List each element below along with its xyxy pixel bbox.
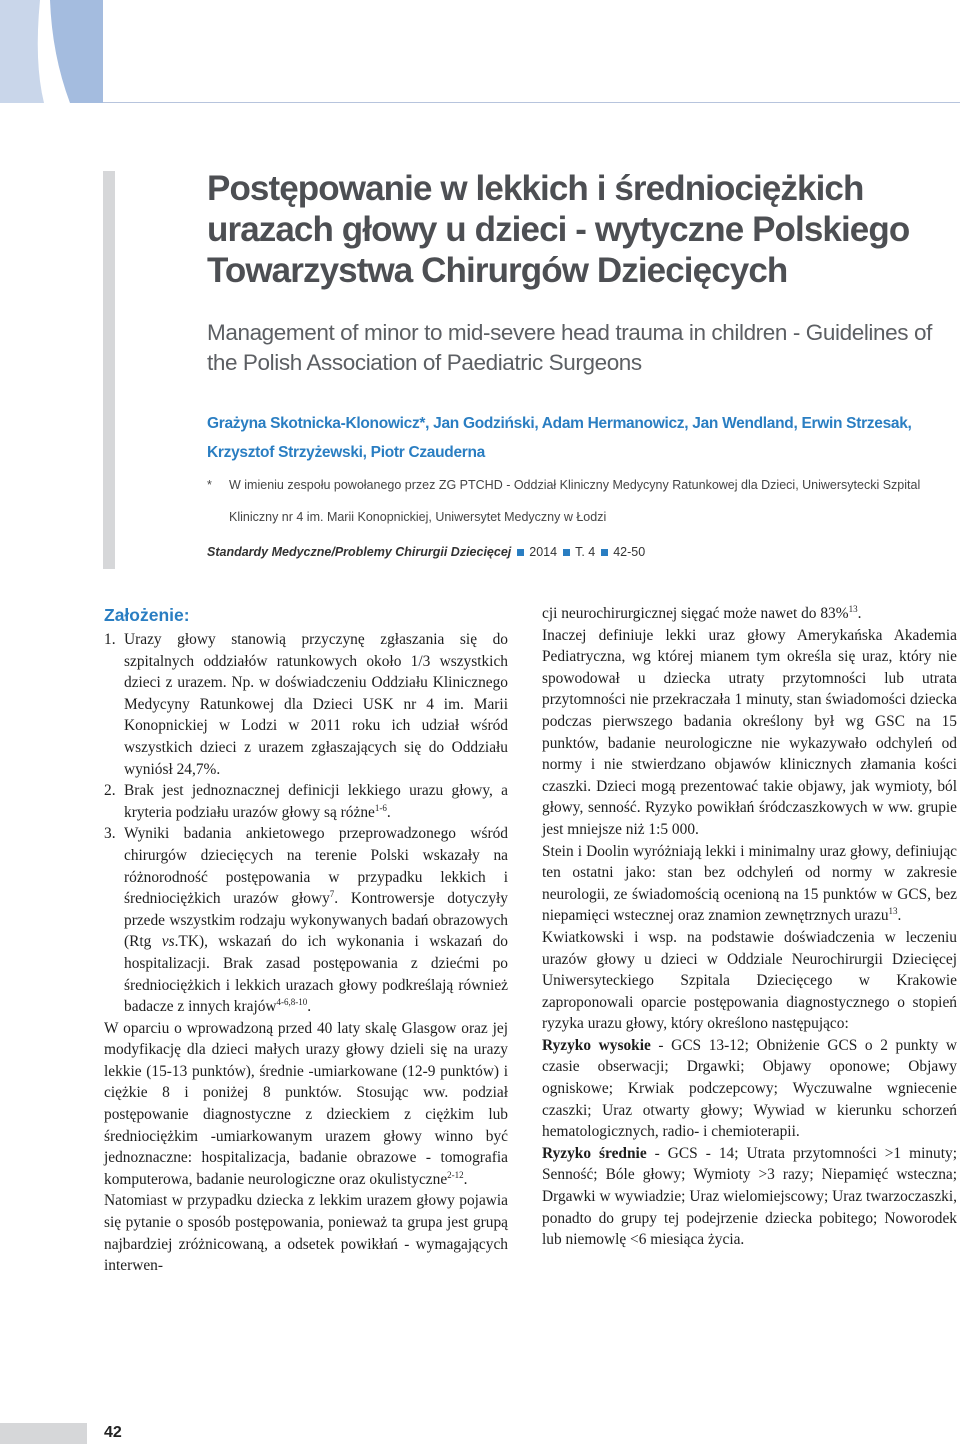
citation-superscript: 13: [848, 603, 858, 614]
corner-decoration: [0, 0, 103, 103]
risk-high-label: Ryzyko wysokie: [542, 1036, 651, 1054]
section-heading: Założenie:: [104, 605, 190, 625]
item-number: 2.: [104, 782, 116, 800]
risk-medium-text: - GCS - 14; Utrata przytomności >1 minuty; Senność; Bóle głowy; Wymioty >3 razy; Niepamięć wsteczna; Drgawki w wywiadzie; Uraz wielomiejscowy; Uraz twarzoczaszki, ponadto do grupy tej podejrzenie dziecka pobitego; Noworodek lub niemowlę <6 miesiąca życia.: [542, 1144, 957, 1249]
citation-superscript: 1-6: [374, 802, 387, 813]
item-number: 3.: [104, 825, 116, 843]
paragraph-tail: .: [463, 1170, 468, 1188]
body-paragraph: Natomiast w przypadku dziecka z lekkim urazem głowy pojawia się pytanie o sposób postępowania, ponieważ ta grupa jest grupą najbardziej zróżnicowaną, a odsetek powikłań - wymagających interwen-: [104, 1192, 508, 1275]
journal-citation: [207, 545, 645, 559]
citation-superscript: 2-12: [447, 1169, 464, 1180]
paragraph-tail: .: [897, 907, 902, 925]
list-item: [104, 780, 508, 823]
item-text: Urazy głowy stanowią przyczynę zgłaszania się do szpitalnych oddziałów ratunkowych około 1/3 wszystkich dzieci z urazem. Np. w doświadczeniu Oddziału Klinicznego Medycyny Ratunkowej dla Dzieci USK nr 4 im. Marii Konopnickiej w Lodzi w 2011 roku ich udział wśród wszystkich dzieci z urazem zgłaszających się do Oddziału wyniósł 24,7%.: [124, 631, 508, 778]
item-text: . Kontrowersje dotyczyły przede wszystkim rodzaju wykonywanych badań obrazowych (Rtg: [124, 890, 508, 951]
authors-list: Grażyna Skotnicka-Klonowicz*, Jan Godziński, Adam Hermanowicz, Jan Wendland, Erwin Strzesak, Krzysztof Strzyżewski, Piotr Czauderna: [207, 415, 912, 461]
left-column: [104, 603, 508, 1277]
item-number: 1.: [104, 631, 116, 648]
body-paragraph: [542, 603, 957, 625]
paper-title: Postępowanie w lekkich i średniociężkich urazach głowy u dzieci - wytyczne Polskiego Towarzystwa Chirurgów Dziecięcych: [207, 169, 910, 290]
risk-high-text: - GCS 13-12; Obniżenie GCS o 2 punkty w czasie obserwacji; Drgawki; Objawy oponowe; Objawy ogniskowe; Krwiak podczepcowy; Wyczuwalne wgniecenie czaszki; Uraz otwarty głowy; Wywiad w kierunku schorzeń hematologicznych, radio- i chemioterapii.: [542, 1036, 957, 1141]
paragraph-tail: .: [857, 605, 862, 622]
list-item: [104, 823, 508, 1017]
item-text: Brak jest jednoznacznej definicji lekkiego urazu głowy, a kryteria podziału urazów głowy są różne: [124, 782, 508, 821]
item-tail: .: [307, 998, 312, 1016]
citation-superscript: 13: [888, 906, 898, 917]
paragraph-text: W oparciu o wprowadzoną przed 40 laty skalę Glasgow oraz jej modyfikację dla dzieci małych urazy głowy dzieli się na urazy lekkie (15-13 punktów), średnie -umiarkowane (12-9 punktów) i ciężkie 8 i poniżej 8 punktów. Stosując ww. podział postępowanie diagnostyczne z dzieckiem z ciężkim lub średniociężkim -umiarkowanym urazem głowy winno być jednoznaczne: hospitalizacja, badanie obrazowe - tomografia komputerowa, badanie neurologiczne oraz okulistyczne: [104, 1019, 508, 1188]
affiliation-mark: *: [207, 478, 212, 492]
right-column: [542, 603, 957, 1251]
square-bullet-icon: [563, 549, 570, 556]
versus-italic: vs: [161, 933, 175, 951]
journal-name: Standardy Medyczne/Problemy Chirurgii Dziecięcej: [207, 545, 512, 559]
risk-medium-paragraph: [542, 1143, 957, 1251]
paper-subtitle-english: Management of minor to mid-severe head trauma in children - Guidelines of the Polish Association of Paediatric Surgeons: [207, 320, 932, 375]
body-paragraph: [104, 1018, 508, 1191]
body-paragraph: Inaczej definiuje lekki uraz głowy Amerykańska Akademia Pediatryczna, wg której mianem tym określa się uraz, który nie spowodował u dziecka utraty przytomności lub utrata przytomności nie przekraczała 1 minuty, stan świadomości dziecka podczas pierwszego badania określony był wg GSC na 15 punktów, badanie neurologiczne nie wykazywało odchyleń od normy i nie stwierdzano objawów klinicznych złamania kości czaszki. Dzieci mogą prezentować takie objawy, jak wymioty, ból głowy, senność. Ryzyko powikłań śródczaszkowych w ww. grupie jest mniejsze niż 1:5 000.: [542, 626, 957, 838]
affiliation: [207, 469, 947, 533]
paragraph-text: Stein i Doolin wyróżniają lekki i minimalny uraz głowy, definiując ten ostatni jako: stan bez odchyleń od normy w zakresie neurologii, ze świadomością ocenioną na 15 punktów w GCS, bez niepamięci wstecznej oraz znamion zewnętrznych urazu: [542, 842, 957, 925]
citation-superscript: 4-6,8-10: [276, 996, 308, 1007]
item-text: .TK), wskazań do ich wykonania i wskazań do hospitalizacji. Brak zasad postępowania z dziećmi po średniociężkich i lekkich urazach głowy podkreślają również badacze z innych krajów: [124, 933, 508, 1016]
journal-year: 2014: [529, 545, 558, 559]
page-number: 42: [104, 1424, 122, 1441]
paragraph-text: cji neurochirurgicznej sięgać może nawet do 83%: [542, 605, 849, 622]
item-tail: .: [386, 803, 391, 821]
risk-medium-label: Ryzyko średnie: [542, 1144, 647, 1162]
body-paragraph: Kwiatkowski i wsp. na podstawie doświadczenia w leczeniu urazów głowy u dzieci w Oddziale Neurochirurgii Dziecięcej Uniwersyteckiego Szpitala Dziecięcego w Krakowie zaproponowali oparcie postępowania diagnostycznego o stopień ryzyka urazu głowy, który określono następująco:: [542, 928, 957, 1033]
square-bullet-icon: [601, 549, 608, 556]
square-bullet-icon: [517, 549, 524, 556]
journal-pages: 42-50: [613, 545, 646, 559]
journal-volume: T. 4: [575, 545, 596, 559]
body-paragraph: [542, 841, 957, 927]
citation-superscript: 7: [329, 889, 335, 899]
affiliation-text: W imieniu zespołu powołanego przez ZG PTCHD - Oddział Kliniczny Medycyny Ratunkowej dla Dzieci, Uniwersytecki Szpital Kliniczny nr 4 im. Marii Konopnickiej, Uniwersytet Medyczny w Łodzi: [229, 478, 921, 524]
side-accent-bar: [103, 171, 115, 569]
footer-accent-bar: [0, 1423, 87, 1444]
list-item: [104, 629, 508, 780]
header-rule: [103, 102, 960, 103]
item-text: Wyniki badania ankietowego przeprowadzonego wśród chirurgów dziecięcych na terenie Polski wskazały na różnorodność postępowania w przypadku lekkich i średniociężkich urazów głowy: [124, 825, 508, 908]
risk-high-paragraph: [542, 1035, 957, 1143]
